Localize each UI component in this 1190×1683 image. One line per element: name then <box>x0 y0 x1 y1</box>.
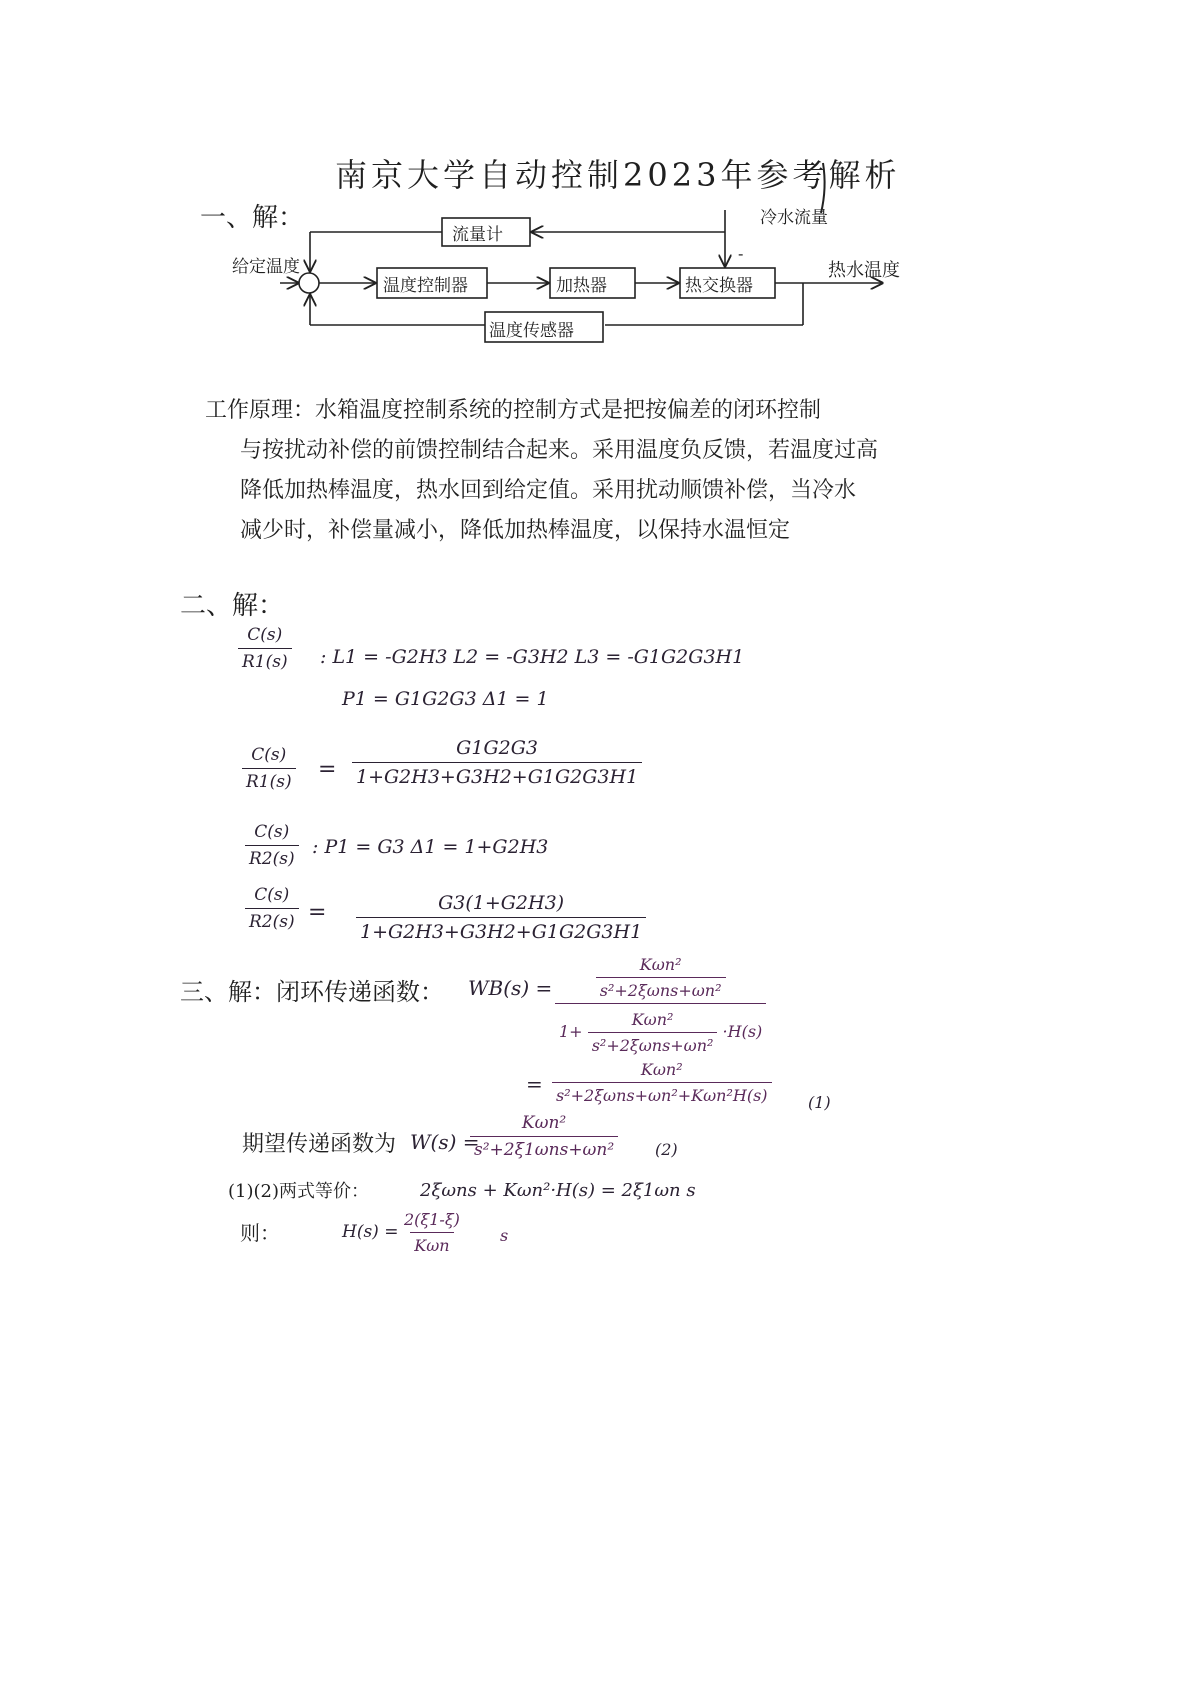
principle-line-2: 与按扰动补偿的前馈控制结合起来。采用温度负反馈，若温度过高 <box>240 438 879 463</box>
block-actuator-label: 加热器 <box>556 276 607 296</box>
block-controller-label: 温度控制器 <box>383 276 468 296</box>
q3-equiv-label: (1)(2)两式等价： <box>228 1181 369 1202</box>
q2-path1: P1 = G1G2G3 Δ1 = 1 <box>342 688 549 710</box>
q2-path2: : P1 = G3 Δ1 = 1+G2H3 <box>312 836 549 858</box>
q3-eq: = <box>526 1072 543 1096</box>
q3-eq1-tag: (1) <box>808 1093 831 1112</box>
q2-eq-1: = <box>318 757 337 782</box>
block-flowmeter-label: 流量计 <box>452 225 503 245</box>
q2-result1: $\frac{G1G2G3}{1+G2H3+G3H2+G1G2G3H1}$ <box>352 737 642 788</box>
principle-line-1: 工作原理：水箱温度控制系统的控制方式是把按偏差的闭环控制 <box>205 398 822 423</box>
q3-h-fraction: $\frac{2(\xi 1-\xi)}{\text{Kωn}}$ <box>404 1210 460 1255</box>
q2-tf1: $\frac{C(s)}{R1(s)}$ <box>238 625 292 672</box>
q2-tf1-lhs: $\frac{C(s)}{R1(s)}$ <box>242 745 296 792</box>
q3-wb-simplified: $\frac{\text{Kωn²}}{\text{s²+2ξωns+ωn²+Kωn²H(s)}}$ <box>552 1060 772 1105</box>
q3-wb-lhs: WB(s) = <box>468 976 553 1000</box>
q1-label: 一、解： <box>200 203 305 233</box>
diagram-input-label: 给定温度 <box>232 257 300 277</box>
q3-then-label: 则： <box>240 1221 280 1245</box>
diagram-minus-sign: - <box>738 244 744 263</box>
block-exchanger-label: 热交换器 <box>685 276 753 296</box>
q3-w-lhs: W(s) = <box>410 1130 480 1154</box>
q2-result2: $\frac{G3(1+G2H3)}{1+G2H3+G3H2+G1G2G3H1}$ <box>356 892 646 943</box>
q2-eq-2: = <box>308 900 327 925</box>
diagram-output-label: 热水温度 <box>828 260 900 281</box>
q3-w-fraction: $\frac{\text{Kωn²}}{\text{s²+2ξ1ωns+ωn²}}$ <box>470 1113 618 1160</box>
q3-eq2-tag: (2) <box>655 1140 678 1159</box>
q3-expected-label: 期望传递函数为 <box>242 1132 397 1157</box>
summing-junction <box>299 273 319 293</box>
q3-equiv-eq: 2ξωns + Kωn²·H(s) = 2ξ1ωn s <box>420 1180 696 1201</box>
block-sensor-label: 温度传感器 <box>489 321 574 341</box>
q3-h-lhs: H(s) = <box>342 1222 399 1242</box>
q3-label: 三、解：闭环传递函数： <box>180 978 444 1006</box>
principle-line-3: 降低加热棒温度，热水回到给定值。采用扰动顺馈补偿，当冷水 <box>240 478 857 503</box>
q2-tf2-lhs: $\frac{C(s)}{R2(s)}$ <box>245 885 299 932</box>
q3-h-suffix: s <box>500 1226 509 1245</box>
page-title: 南京大学自动控制2023年参考解析 <box>335 156 901 194</box>
q3-wb-fraction: $\frac{\text{Kωn²}}{\text{s²+2ξωns+ωn²}}$ 1+ $\frac{\text{Kωn²}}{\text{s²+2ξωns+ωn²}}$ ·H(s) <box>555 955 766 1055</box>
q2-label: 二、解： <box>180 591 285 621</box>
diagram-disturbance-label: 冷水流量 <box>760 208 828 228</box>
q2-loops: : L1 = -G2H3 L2 = -G3H2 L3 = -G1G2G3H1 <box>320 646 745 668</box>
q2-tf2: $\frac{C(s)}{R2(s)}$ <box>245 822 299 869</box>
principle-line-4: 减少时，补偿量减小，降低加热棒温度，以保持水温恒定 <box>240 518 791 543</box>
